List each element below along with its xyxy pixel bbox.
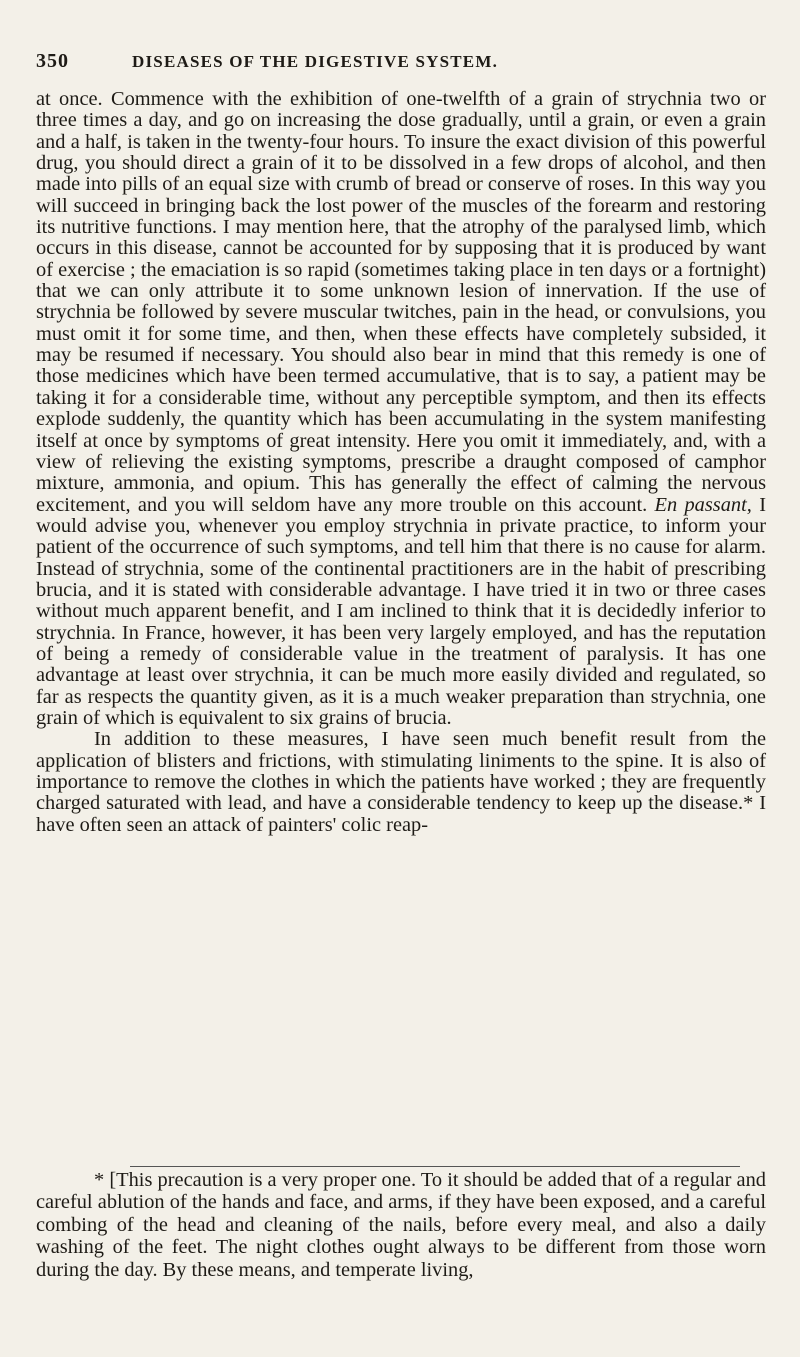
footnote-text: * [This precaution is a very proper one. To it should be added that of a regular and careful ablution of the hands and face, and arms, if they have been exposed, and a careful combing of the head and cleaning of the nails, before every meal, and also a daily washing of the feet. The night clothes ought always to be different from those worn during the day. By these means, and temperate living, (36, 1169, 766, 1281)
footnote (36, 1169, 766, 1281)
main-text (36, 89, 766, 836)
page-number: 350 (36, 50, 69, 72)
footnote-rule (130, 1166, 740, 1167)
page-header (36, 50, 756, 80)
italic-phrase: En passant, (654, 493, 752, 516)
paragraph-one-continued: I would advise you, whenever you employ strychnia in private practice, to inform your patient of the occurrence of such symptoms, and tell him that there is no cause for alarm. Instead of strychnia, some of the continental practitioners are in the habit of prescribing brucia, and it is stated with considerable advantage. I have tried it in two or three cases without much apparent benefit, and I am inclined to think that it is decidedly inferior to strychnia. In France, however, it has been very largely employed, and has the reputation of being a remedy of considerable value in the treatment of paralysis. It has one advantage at least over strychnia, it can be much more easily divided and regulated, so far as respects the quantity given, as it is a much weaker preparation than strychnia, one grain of which is equivalent to six grains of brucia. (36, 493, 766, 729)
paragraph-two-text: In addition to these measures, I have seen much benefit result from the application of blisters and frictions, with stimulating liniments to the spine. It is also of importance to remove the clothes in which the patients have worked ; they are frequently charged saturated with lead, and have a considerable tendency to keep up the disease.* I have often seen an attack of painters' colic reap- (36, 728, 766, 836)
running-head: DISEASES OF THE DIGESTIVE SYSTEM. (132, 52, 499, 71)
paragraph-one-text: at once. Commence with the exhibition of one-twelfth of a grain of strychnia two or three times a day, and go on increasing the dose gradually, until a grain, or even a grain and a half, is taken in the twenty-four hours. To insure the exact division of this powerful drug, you should direct a grain of it to be dissolved in a few drops of alcohol, and then made into pills of an equal size with crumb of bread or conserve of roses. In this way you will succeed in bringing back the lost power of the muscles of the forearm and restoring its nutritive functions. I may mention here, that the atrophy of the paralysed limb, which occurs in this disease, cannot be accounted for by supposing that it is produced by want of exercise ; the emaciation is so rapid (sometimes taking place in ten days or a fortnight) that we can only attribute it to some unknown lesion of innervation. If the use of strychnia be followed by severe muscular twitches, pain in the head, or convulsions, you must omit it for some time, and then, when these effects have completely subsided, it may be resumed if necessary. You should also bear in mind that this remedy is one of those medicines which have been termed accumulative, that is to say, a patient may be taking it for a considerable time, without any perceptible symptom, and then its effects explode suddenly, the quantity which has been accumulating in the system manifesting itself at once by symptoms of great intensity. Here you omit it immediately, and, with a view of relieving the existing symptoms, prescribe a draught composed of camphor mixture, ammonia, and opium. This has generally the effect of calming the nervous excitement, and you will seldom have any more trouble on this account. (36, 88, 766, 516)
